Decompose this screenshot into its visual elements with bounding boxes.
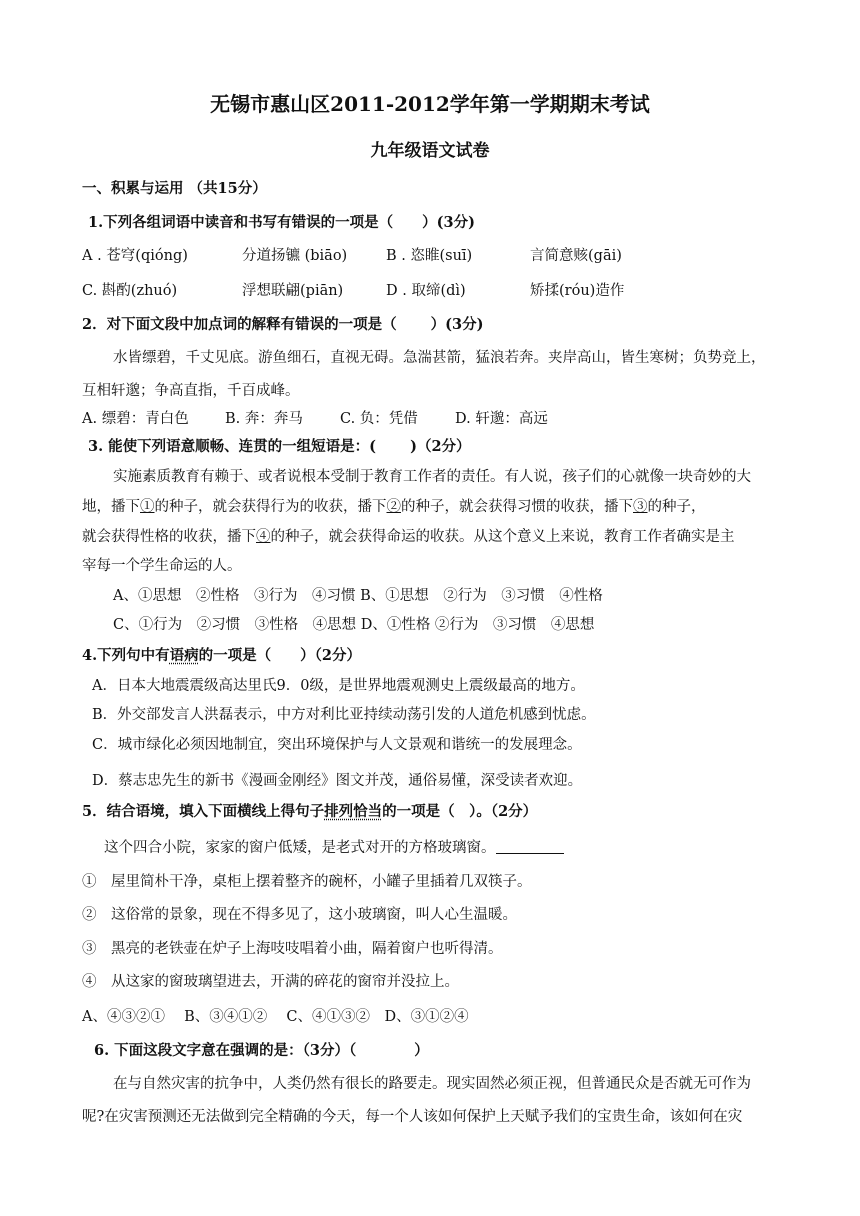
- q3-text: 就会获得性格的收获，播下: [82, 529, 256, 545]
- question-3-stem: 3. 能使下列语意顺畅、连贯的一组短语是：( )（2分）: [88, 438, 471, 455]
- q4-option-b: B．外交部发言人洪磊表示，中方对利比亚持续动荡引发的人道危机感到忧虑。: [92, 707, 596, 723]
- q6-passage-line: 在与自然灾害的抗争中，人类仍然有很长的路要走。现实固然必须正视，但普通民众是否就无可作为: [113, 1076, 751, 1092]
- q3-blank-3: ③: [633, 499, 648, 515]
- q5-context: [104, 838, 564, 858]
- q2-option-d: D. 轩邈：高远: [455, 411, 548, 427]
- q1-option-a1: A . 苍穹(qióng): [82, 248, 188, 264]
- exam-title: 无锡市惠山区2011-2012学年第一学期期末考试: [210, 92, 650, 116]
- q4-stem-emphasis: 语病: [169, 647, 199, 664]
- q5-item-2: ② 这俗常的景象，现在不得多见了，这小玻璃窗，叫人心生温暖。: [82, 907, 517, 923]
- q3-options-ab: A、①思想 ②性格 ③行为 ④习惯 B、①思想 ②行为 ③习惯 ④性格: [113, 588, 603, 604]
- q5-item-1: ① 屋里简朴干净，桌柜上摆着整齐的碗杯，小罐子里插着几双筷子。: [82, 874, 532, 890]
- q3-text: 的种子，就会获得命运的收获。从这个意义上来说，教育工作者确实是主: [270, 529, 735, 545]
- q1-option-c1: C. 斟酌(zhuó): [82, 283, 178, 299]
- q5-options: A、④③②① B、③④①② C、④①③② D、③①②④: [82, 1009, 469, 1025]
- q5-stem-emphasis: 排列恰当: [324, 803, 383, 820]
- q3-passage-line: 实施素质教育有赖于、或者说根本受制于教育工作者的责任。有人说，孩子们的心就像一块奇妙的大: [113, 469, 751, 485]
- q5-answer-blank: [496, 839, 564, 854]
- q5-item-4: ④ 从这家的窗玻璃望进去，开满的碎花的窗帘并没拉上。: [82, 974, 459, 990]
- q3-blank-4: ④: [256, 529, 271, 545]
- q2-passage-line: 水皆缥碧，千丈见底。游鱼细石，直视无碍。急湍甚箭，猛浪若奔。夹岸高山，皆生寒树；负势竞上，: [113, 350, 766, 366]
- q4-stem-text: 4.下列句中有: [82, 647, 170, 664]
- q5-context-text: 这个四合小院，家家的窗户低矮，是老式对开的方格玻璃窗。: [104, 840, 496, 856]
- question-4-stem: [82, 646, 361, 666]
- q3-text: 的种子，就会获得行为的收获，播下: [154, 499, 387, 515]
- question-1-stem: 1.下列各组词语中读音和书写有错误的一项是（ ）(3分): [88, 214, 475, 231]
- q1-option-d1: D . 取缔(dì): [386, 283, 466, 299]
- question-6-stem: 6. 下面这段文字意在强调的是：（3分）（ ）: [94, 1042, 429, 1059]
- q3-passage-line: 宰每一个学生命运的人。: [82, 558, 242, 574]
- q3-blank-2: ②: [386, 499, 401, 515]
- q1-option-c2: 浮想联翩(piān): [242, 283, 344, 299]
- q1-option-b1: B . 恣睢(suī): [386, 248, 473, 264]
- q3-text: 的种子，: [647, 499, 706, 515]
- q3-passage-line: [82, 497, 706, 517]
- q1-option-a2: 分道扬镳 (biāo): [242, 248, 348, 264]
- q6-passage-line: 呢?在灾害预测还无法做到完全精确的今天，每一个人该如何保护上天赋予我们的宝贵生命，该如何在灾: [82, 1109, 743, 1125]
- q2-passage-line: 互相轩邈；争高直指，千百成峰。: [82, 383, 300, 399]
- q5-stem-text: 5．结合语境，填入下面横线上得句子: [82, 803, 325, 820]
- q3-text: 地，播下: [82, 499, 140, 515]
- question-5-stem: [82, 802, 537, 822]
- q3-text: 的种子，就会获得习惯的收获，播下: [401, 499, 633, 515]
- q4-option-a: A．日本大地震震级高达里氏9．0级，是世界地震观测史上震级最高的地方。: [92, 678, 585, 694]
- q5-stem-text: 的一项是（ ）。（2分）: [382, 803, 538, 820]
- q4-option-c: C．城市绿化必须因地制宜，突出环境保护与人文景观和谐统一的发展理念。: [92, 737, 582, 753]
- q3-options-cd: C、①行为 ②习惯 ③性格 ④思想 D、①性格 ②行为 ③习惯 ④思想: [113, 617, 595, 633]
- q5-item-3: ③ 黑亮的老铁壶在炉子上海吱吱唱着小曲，隔着窗户也听得清。: [82, 941, 503, 957]
- q1-option-d2: 矫揉(róu)造作: [530, 283, 625, 299]
- q2-option-c: C. 负：凭借: [340, 411, 418, 427]
- q3-blank-1: ①: [140, 499, 155, 515]
- q2-option-a: A. 缥碧：青白色: [82, 411, 189, 427]
- q3-passage-line: [82, 527, 735, 547]
- q4-option-d: D．蔡志忠先生的新书《漫画金刚经》图文并茂，通俗易懂，深受读者欢迎。: [92, 773, 583, 789]
- question-2-stem: 2．对下面文段中加点词的解释有错误的一项是（ ）(3分): [82, 316, 484, 333]
- section-heading: 一、积累与运用 （共15分）: [82, 180, 267, 197]
- q4-stem-text: 的一项是（ ）（2分）: [198, 647, 361, 664]
- q1-option-b2: 言简意赅(gāi): [530, 248, 622, 264]
- exam-subtitle: 九年级语文试卷: [370, 141, 490, 161]
- q2-option-b: B. 奔：奔马: [225, 411, 303, 427]
